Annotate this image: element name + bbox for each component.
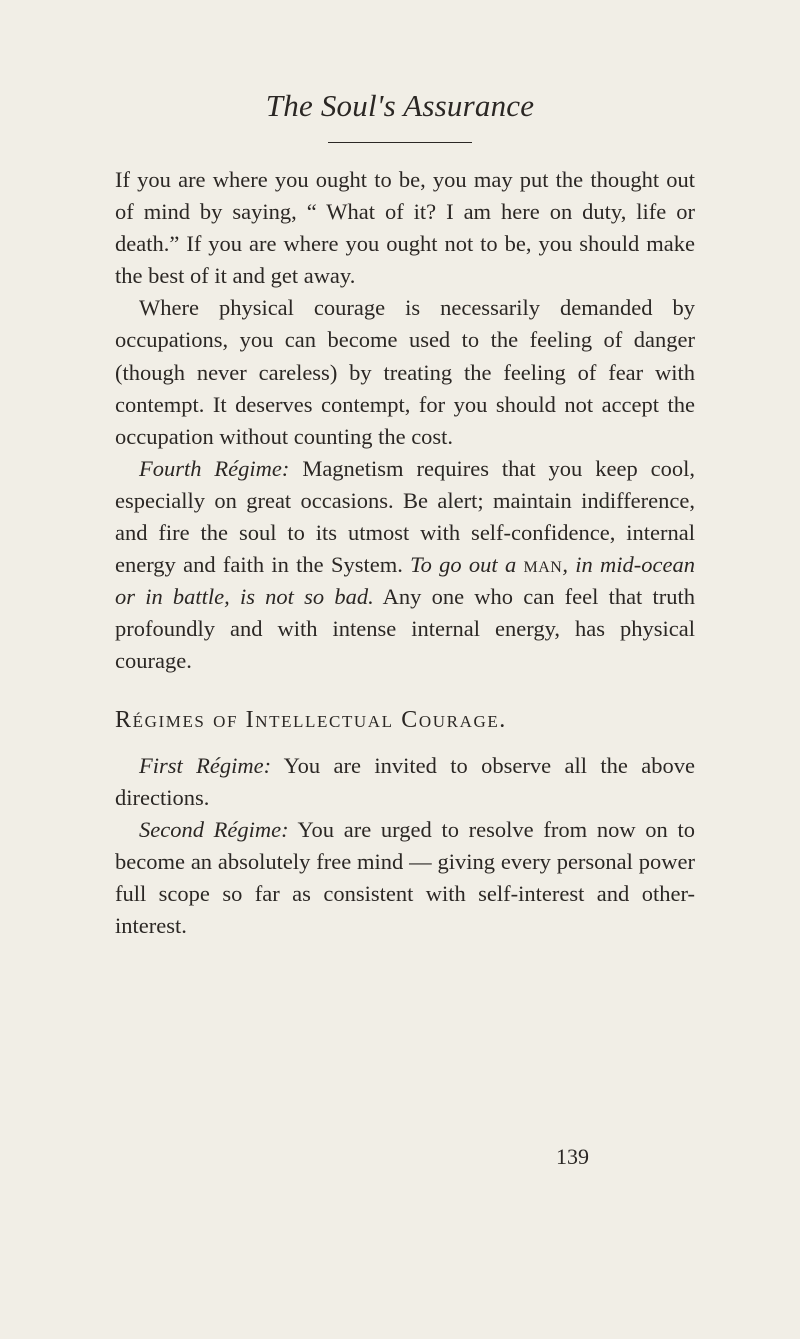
paragraph-3-text-1: Magnetism requires that you keep cool, especially on great occasions. Be alert; maintain indifference, and fire the soul to its utmost with self-confidence, internal energy and faith in the System. xyxy=(115,455,695,578)
paragraph-3-italic-1: To go out a xyxy=(410,552,524,578)
section-heading: Régimes of Intellectual Courage. xyxy=(115,706,507,733)
paragraph-1: If you are where you ought to be, you may put the thought out of mind by saying, “ What of it? I am here on duty, life or death.” If you are where you ought not to be, you should make the best of it and get away. xyxy=(115,167,695,289)
page-body xyxy=(115,164,695,942)
paragraph-3-text-2: Any one who can feel that truth profoundly and with intense internal energy, has physical courage. xyxy=(115,584,695,674)
paragraph-5-text: You are urged to resolve from now on to become an absolutely free mind — giving every personal power full scope so far as consistent with self-interest and other-interest. xyxy=(115,816,695,939)
paragraph-4-text: You are invited to observe all the above directions. xyxy=(115,752,695,810)
paragraph-3-smallcaps: man xyxy=(523,552,563,578)
paragraph-3-italic-2: , in mid-ocean or in battle, is not so bad. xyxy=(115,552,696,610)
second-regime-label: Second Régime: xyxy=(139,816,289,842)
header-rule xyxy=(328,142,472,143)
fourth-regime-label: Fourth Régime: xyxy=(139,455,290,481)
paragraph-4 xyxy=(115,750,695,814)
running-header: The Soul's Assurance xyxy=(265,88,535,123)
paragraph-3 xyxy=(115,453,695,678)
first-regime-label: First Régime: xyxy=(139,752,272,778)
page-number: 139 xyxy=(556,1144,589,1169)
paragraph-5 xyxy=(115,814,695,942)
paragraph-2: Where physical courage is necessarily demanded by occupations, you can become used to the feeling of danger (though never careless) by treating the feeling of fear with contempt. It deserves contempt, for you should not accept the occupation without counting the cost. xyxy=(115,295,695,449)
